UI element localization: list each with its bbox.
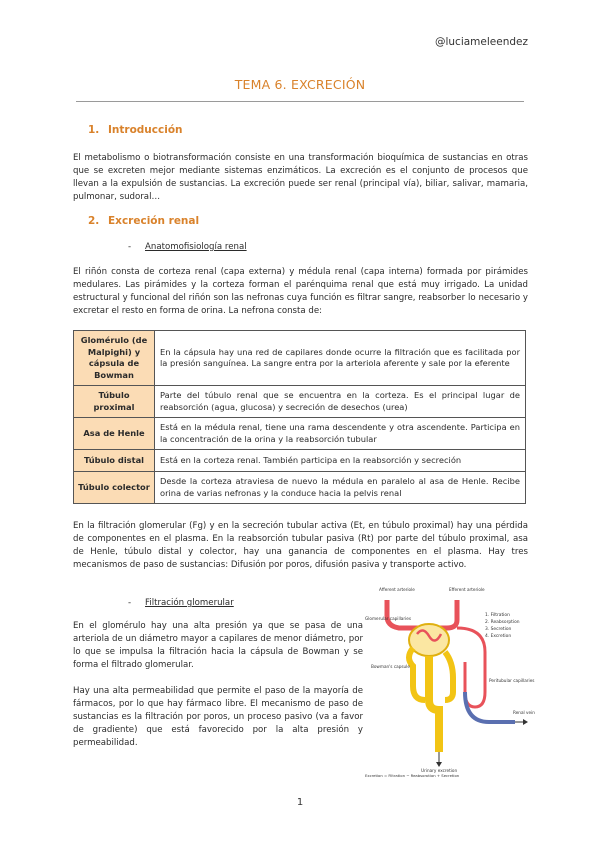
table-term: Túbulo distal	[74, 450, 155, 472]
page-number: 1	[296, 797, 304, 808]
bullet-dash: -	[128, 242, 132, 252]
label-renal-vein: Renal vein	[513, 710, 535, 715]
page-title: TEMA 6. EXCRECIÓN	[234, 77, 366, 92]
arrow-head	[436, 762, 442, 767]
table-row	[74, 386, 526, 418]
section-number: 1.	[88, 124, 100, 136]
table-term: Túbulo proximal	[74, 386, 155, 418]
glomerular-paragraph-1: En el glomérulo hay una alta presión ya que se pasa de una arteriola de un diámetro mayor a capilares de menor diámetro, por lo que se impulsa la filtración hacia la cápsula de Bowman y se forma el filtrado glomerular.	[73, 621, 363, 670]
table-row	[74, 472, 526, 504]
section-title: Excreción renal	[108, 215, 200, 227]
legend-item: 4. Excretion	[485, 634, 512, 639]
label-peritubular: Peritubular capillaries	[489, 678, 535, 683]
subsection-anatomofisiologia	[128, 242, 247, 252]
legend-item: 2. Reabsorption	[485, 620, 520, 625]
legend-item: 3. Secretion	[485, 627, 512, 632]
legend-item: 1. Filtration	[485, 613, 510, 618]
nephron-table	[73, 330, 526, 504]
table-term: Glomérulo (de Malpighi) y cápsula de Bowman	[74, 331, 155, 386]
afferent-arteriole	[387, 600, 423, 628]
section-title: Introducción	[108, 124, 183, 136]
table-description: En la cápsula hay una red de capilares donde ocurre la filtración que es facilitada por la presión sanguínea. La sangre entra por la arteriola aferente y sale por la eferente	[155, 331, 526, 386]
table-description: Está en la médula renal, tiene una rama descendente y otra ascendente. Participa en la concentración de la orina y la reabsorción tubular	[155, 418, 526, 450]
table-row	[74, 450, 526, 472]
subsection-title: Filtración glomerular	[145, 598, 234, 608]
section-number: 2.	[88, 215, 100, 227]
label-bowman: Bowman's capsule	[371, 664, 410, 669]
tubule-collecting	[429, 656, 439, 752]
bowman-capsule-shape	[409, 624, 449, 656]
table-term: Asa de Henle	[74, 418, 155, 450]
subsection-title: Anatomofisiología renal	[145, 242, 247, 252]
label-urinary: Urinary excretion	[421, 768, 458, 773]
efferent-arteriole	[435, 600, 457, 628]
label-efferent: Efferent arteriole	[449, 587, 485, 592]
subsection-filtracion-glomerular	[128, 598, 234, 608]
filtration-summary-paragraph: En la filtración glomerular (Fg) y en la secreción tubular activa (Et, en túbulo proximal) hay una pérdida de componentes en el plasma. En la reabsorción tubular pasiva (Rt) por parte del túbulo proximal, asa de Henle, túbulo distal y colector, hay una ganancia de componentes en el plasma. Hay tres mecanismos de paso de sustancias: Difusión por poros, difusión pasiva y transporte activo.	[73, 521, 528, 570]
title-divider	[76, 101, 524, 102]
table-row	[74, 331, 526, 386]
table-description: Está en la corteza renal. También participa en la reabsorción y secreción	[155, 450, 526, 472]
label-afferent: Afferent arteriole	[379, 587, 415, 592]
intro-paragraph: El metabolismo o biotransformación consiste en una transformación bioquímica de sustancias en otras que se excreten mejor mediante sistemas enzimáticos. La excreción es el conjunto de procesos que llevan a la expulsión de sustancias. La excreción puede ser renal (principal vía), biliar, salivar, mamaria, pulmonar, sudoral…	[73, 153, 528, 202]
tubule-distal	[445, 652, 453, 700]
anatomy-paragraph: El riñón consta de corteza renal (capa externa) y médula renal (capa interna) formada por pirámides medulares. Las pirámides y la corteza forman el parénquima renal que está muy irrigado. La unidad estructural y funcional del riñón son las nefronas cuya función es filtrar sangre, reabsorber lo necesario y excretar el resto en forma de orina. La nefrona consta de:	[73, 267, 528, 316]
arrow-head	[523, 719, 528, 725]
peritubular-capillary	[457, 628, 485, 707]
table-description: Parte del túbulo renal que se encuentra en la corteza. Es el principal lugar de reabsorción (agua, glucosa) y secreción de desechos (urea)	[155, 386, 526, 418]
section-heading-excrecion-renal	[88, 215, 199, 227]
nephron-diagram	[365, 582, 540, 777]
glomerular-paragraph-2: Hay una alta permeabilidad que permite el paso de la mayoría de fármacos, por lo que hay fármaco libre. El mecanismo de paso de sustancias es la filtración por poros, un proceso pasivo (va a favor de gradiente) que está favorecido por la alta presión y permeabilidad.	[73, 686, 363, 748]
label-glomerular: Glomerular capillaries	[365, 616, 412, 621]
label-formula: Excretion = Filtration − Reabsorption + Secretion	[365, 773, 460, 777]
section-heading-introduccion	[88, 124, 183, 136]
table-row	[74, 418, 526, 450]
table-term: Túbulo colector	[74, 472, 155, 504]
bullet-dash: -	[128, 598, 132, 608]
author-handle: @luciameleendez	[434, 36, 528, 48]
table-description: Desde la corteza atraviesa de nuevo la médula en paralelo al asa de Henle. Recibe orina de varias nefronas y la conduce hacia la pelvis renal	[155, 472, 526, 504]
